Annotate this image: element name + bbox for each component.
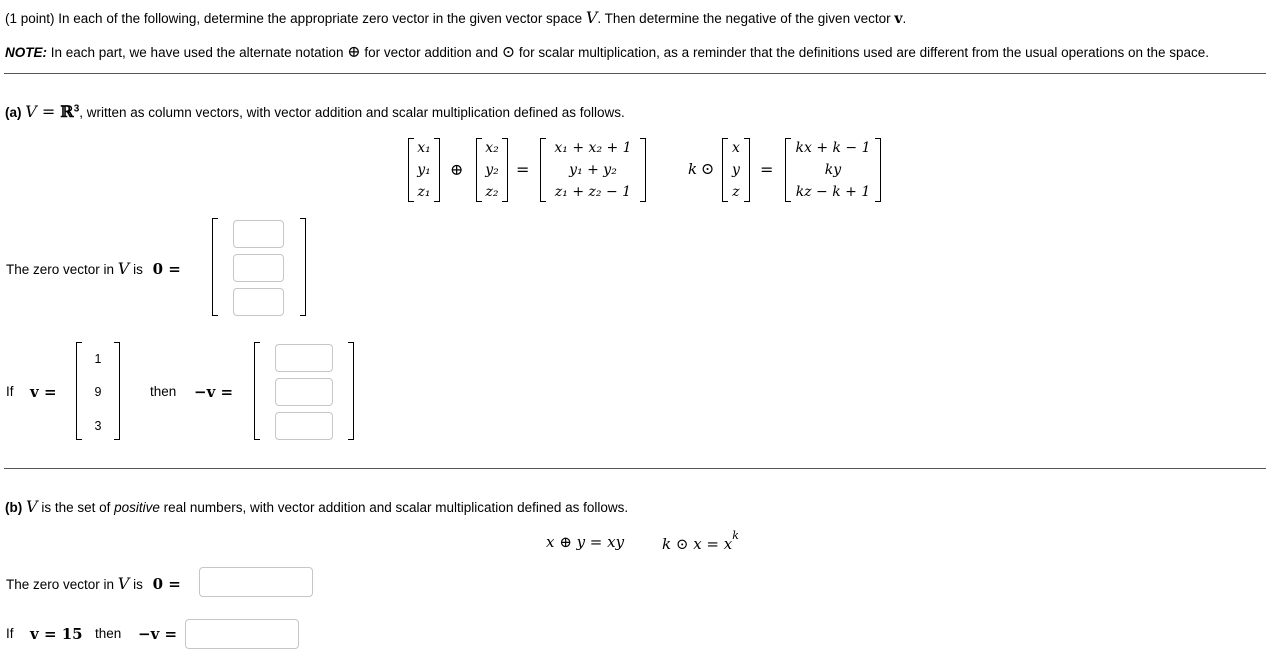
part-b-v-equals: v = 15 <box>30 625 83 643</box>
scalar-expression: k ⊙ <box>688 159 715 178</box>
note-label: NOTE: <box>5 45 47 60</box>
scalar-result-vector: kx + k − 1 ky kz − k + 1 <box>785 138 881 202</box>
divider-2 <box>4 468 1266 469</box>
part-a-neg-v-input-3[interactable] <box>275 412 333 440</box>
part-a-zero-input-2[interactable] <box>233 254 284 282</box>
note-text: NOTE: In each part, we have used the alternate notation ⊕ for vector addition and ⊙ for scalar multiplication, as a reminder that the definitions used are different from the usual operations on the space. <box>5 42 1210 61</box>
part-a-then-label: then <box>150 384 177 399</box>
problem-statement: (1 point) In each of the following, determine the appropriate zero vector in the given vector space V. Then determine the negative of the given vector v. <box>5 8 907 27</box>
part-a-zero-label: The zero vector in V is 0 = <box>6 259 181 278</box>
odot-symbol: ⊙ <box>501 42 516 61</box>
addition-right-vector: x₂ y₂ z₂ <box>476 138 508 202</box>
scalar-vector: x y z <box>722 138 750 202</box>
part-b-heading: (b) V is the set of positive real numbers, with vector addition and scalar multiplication defined as follows. <box>5 497 629 516</box>
part-a-v-equals: v = <box>30 383 57 401</box>
points-label: (1 point) <box>5 11 55 26</box>
part-b-neg-v-label: −v = <box>138 625 178 643</box>
divider <box>4 73 1266 74</box>
oplus-symbol: ⊕ <box>347 42 361 61</box>
odot-operator: ⊙ <box>700 159 715 178</box>
part-b-zero-input[interactable] <box>199 567 313 597</box>
part-a-neg-v-input-2[interactable] <box>275 378 333 406</box>
part-a-heading: (a) V = ℝ$^3$, written as column vectors, with vector addition and scalar multiplication defined as follows. <box>5 102 625 121</box>
part-a-label: (a) <box>5 105 22 120</box>
part-a-neg-v-label: −v = <box>194 383 234 401</box>
part-a-if-label: If <box>6 384 14 399</box>
addition-left-vector: x₁ y₁ z₁ <box>408 138 440 202</box>
part-a-zero-input-3[interactable] <box>233 288 284 316</box>
part-b-if-label: If <box>6 626 14 641</box>
part-b-then-label: then <box>95 626 122 641</box>
part-a-zero-input-1[interactable] <box>233 220 284 248</box>
equals-sign-scalar: = <box>760 160 774 179</box>
oplus-operator: ⊕ <box>450 160 464 179</box>
part-b-addition-rule: x ⊕ y = xy <box>546 533 625 551</box>
part-b-neg-v-input[interactable] <box>185 619 299 649</box>
equals-sign: = <box>516 160 530 179</box>
addition-result-vector: x₁ + x₂ + 1 y₁ + y₂ z₁ + z₂ − 1 <box>540 138 646 202</box>
part-b-zero-label: The zero vector in V is 0 = <box>6 574 181 593</box>
given-vector-v: 1 9 3 <box>76 342 120 440</box>
part-a-neg-v-input-1[interactable] <box>275 344 333 372</box>
part-b-label: (b) <box>5 500 23 515</box>
part-b-scalar-rule: k ⊙ $x = x^k$ <box>662 529 739 553</box>
